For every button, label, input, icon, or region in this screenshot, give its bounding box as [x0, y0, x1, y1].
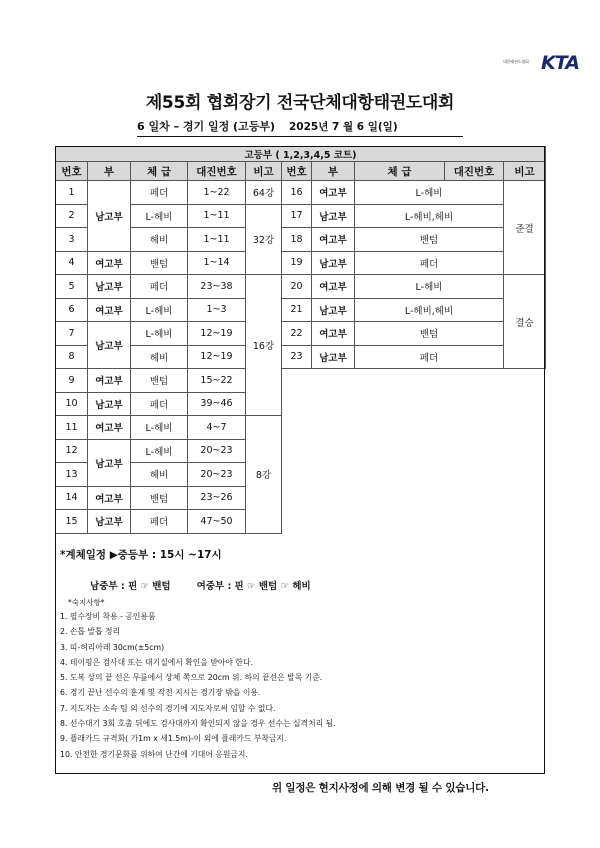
page-title: 제55회 협회장기 전국단체대항태권도대회 — [145, 93, 455, 113]
col-header-number-right: 번호 — [282, 162, 312, 181]
list-item: 1. 필수장비 착용 - 공인용품 — [60, 612, 156, 621]
row-weight-right: L-헤비 — [355, 275, 504, 299]
col-header-weight-right: 체 급 — [355, 162, 445, 181]
kta-logo — [503, 52, 579, 76]
row-weight-right: 밴텀 — [355, 322, 504, 346]
row-division: 남고부 — [88, 510, 131, 534]
row-number: 1 — [56, 181, 88, 205]
logo-association-name: 대한태권도협회 — [503, 59, 529, 64]
row-number: 8 — [56, 345, 88, 369]
row-bracket: 15~22 — [188, 369, 246, 393]
row-division: 남고부 — [88, 392, 131, 416]
logo-mark-text: KTA — [541, 52, 579, 74]
col-header-bracket-right: 대진번호 — [445, 162, 504, 181]
row-division: 여고부 — [88, 486, 131, 510]
row-bracket: 39~46 — [188, 392, 246, 416]
row-weight: 페더 — [131, 392, 188, 416]
row-weight: 헤비 — [131, 228, 188, 252]
row-weight-right: L-헤비,헤비 — [355, 298, 504, 322]
row-division: 여고부 — [88, 416, 131, 440]
row-division-right: 남고부 — [312, 204, 355, 228]
row-number: 11 — [56, 416, 88, 440]
row-note: 32강 — [246, 204, 282, 275]
row-number-right: 22 — [282, 322, 312, 346]
row-division: 남고부 — [88, 439, 131, 486]
row-weight-right: 페더 — [355, 345, 504, 369]
row-division: 여고부 — [88, 251, 131, 275]
row-number-right: 19 — [282, 251, 312, 275]
row-bracket: 23~26 — [188, 486, 246, 510]
row-number: 12 — [56, 439, 88, 463]
row-bracket: 1~11 — [188, 228, 246, 252]
row-bracket: 1~3 — [188, 298, 246, 322]
weigh-in-boys: 남중부 : 핀 ☞ 밴텀 — [90, 581, 171, 592]
row-division-right: 여고부 — [312, 228, 355, 252]
notes-intro: *숙지사항* — [68, 598, 105, 607]
row-note: 8강 — [246, 416, 282, 534]
row-division: 남고부 — [88, 322, 131, 369]
row-division: 여고부 — [88, 298, 131, 322]
row-bracket: 23~38 — [188, 275, 246, 299]
row-weight: 페더 — [131, 510, 188, 534]
row-bracket: 20~23 — [188, 463, 246, 487]
col-header-weight: 체 급 — [131, 162, 188, 181]
row-number: 6 — [56, 298, 88, 322]
list-item: 2. 손톱 발톱 정리 — [60, 627, 121, 637]
logo-mark — [541, 52, 579, 74]
col-header-number: 번호 — [56, 162, 88, 181]
row-number: 9 — [56, 369, 88, 393]
row-number: 4 — [56, 251, 88, 275]
col-header-division: 부 — [88, 162, 131, 181]
col-header-bracket: 대진번호 — [188, 162, 246, 181]
row-number: 5 — [56, 275, 88, 299]
footer-notice: 위 일정은 현지사정에 의해 변경 될 수 있습니다. — [272, 782, 489, 794]
col-header-division-right: 부 — [312, 162, 355, 181]
subtitle-underline — [137, 136, 463, 137]
list-item: 6. 경기 끝난 선수의 훈계 및 작전 지시는 경기장 밖을 이용. — [60, 688, 261, 698]
row-bracket: 20~23 — [188, 439, 246, 463]
row-number-right: 18 — [282, 228, 312, 252]
list-item: 9. 플래카드 규격화( 가1m x 세1.5m)-이 외에 플래카드 부착금지. — [60, 734, 287, 744]
row-number: 15 — [56, 510, 88, 534]
subtitle-date: 2025년 7 월 6 일(일) — [289, 121, 398, 133]
row-bracket: 1~11 — [188, 204, 246, 228]
row-weight-right: 밴텀 — [355, 228, 504, 252]
row-number-right: 23 — [282, 345, 312, 369]
row-weight: L-헤비 — [131, 298, 188, 322]
row-weight: 헤비 — [131, 345, 188, 369]
row-division-right: 여고부 — [312, 322, 355, 346]
row-weight: L-헤비 — [131, 416, 188, 440]
row-weight: L-헤비 — [131, 322, 188, 346]
row-division: 남고부 — [88, 275, 131, 299]
row-division: 여고부 — [88, 369, 131, 393]
row-number: 10 — [56, 392, 88, 416]
row-division-right: 남고부 — [312, 298, 355, 322]
list-item: 10. 안전한 경기문화를 위하여 난간에 기대어 응원금지. — [60, 749, 248, 759]
list-item: 4. 테이핑은 검사대 또는 대기실에서 확인을 받아야 한다. — [60, 657, 253, 667]
row-number-right: 20 — [282, 275, 312, 299]
row-weight-right: L-헤비 — [355, 181, 504, 205]
notes-list — [60, 609, 336, 762]
row-weight: L-헤비 — [131, 439, 188, 463]
row-weight: L-헤비 — [131, 204, 188, 228]
row-weight: 밴텀 — [131, 369, 188, 393]
row-number-right: 17 — [282, 204, 312, 228]
row-bracket: 4~7 — [188, 416, 246, 440]
row-weight: 밴텀 — [131, 486, 188, 510]
row-bracket: 12~19 — [188, 345, 246, 369]
row-number: 7 — [56, 322, 88, 346]
schedule-subtitle — [137, 118, 398, 134]
row-weight: 밴텀 — [131, 251, 188, 275]
row-weight-right: 페더 — [355, 251, 504, 275]
col-header-note: 비고 — [246, 162, 282, 181]
subtitle-day: 6 일차 – 경기 일정 (고등부) — [137, 120, 275, 133]
row-note: 16강 — [246, 275, 282, 416]
row-weight: 헤비 — [131, 463, 188, 487]
row-number: 13 — [56, 463, 88, 487]
row-weight: 페더 — [131, 275, 188, 299]
row-number-right: 21 — [282, 298, 312, 322]
row-note: 64강 — [246, 181, 282, 205]
weigh-in-schedule: *계체일정 ▶중등부 : 15시 ~17시 — [60, 549, 222, 561]
row-number-right: 16 — [282, 181, 312, 205]
row-weight: 페더 — [131, 181, 188, 205]
table-banner: 고등부 ( 1,2,3,4,5 코트) — [56, 147, 546, 162]
col-header-note-right: 비고 — [504, 162, 546, 181]
row-note-semifinal: 준결 — [504, 181, 546, 275]
weigh-in-girls: 여중부 : 핀 ☞ 밴텀 ☞ 헤비 — [196, 581, 311, 592]
row-note-final: 결승 — [504, 275, 546, 369]
list-item: 7. 지도자는 소속 팀 외 선수의 경기에 지도자로써 임할 수 없다. — [60, 703, 276, 713]
row-division-right: 남고부 — [312, 251, 355, 275]
row-bracket: 12~19 — [188, 322, 246, 346]
row-bracket: 47~50 — [188, 510, 246, 534]
row-number: 3 — [56, 228, 88, 252]
row-division-right: 여고부 — [312, 181, 355, 205]
row-bracket: 1~14 — [188, 251, 246, 275]
row-bracket: 1~22 — [188, 181, 246, 205]
list-item: 8. 선수대기 3회 호출 뒤에도 검사대까지 확인되지 않을 경우 선수는 실격처리 됨. — [60, 719, 336, 729]
row-weight-right: L-헤비,헤비 — [355, 204, 504, 228]
row-division: 남고부 — [88, 181, 131, 252]
row-number: 2 — [56, 204, 88, 228]
list-item: 5. 도복 상의 끝 선은 무릎에서 상체 쪽으로 20cm 위. 하의 끝선은 발목 기준. — [60, 673, 323, 683]
weigh-in-order — [90, 578, 311, 592]
row-division-right: 남고부 — [312, 345, 355, 369]
row-division-right: 여고부 — [312, 275, 355, 299]
list-item: 3. 띠-허리아래 30cm(±5cm) — [60, 642, 165, 652]
row-number: 14 — [56, 486, 88, 510]
